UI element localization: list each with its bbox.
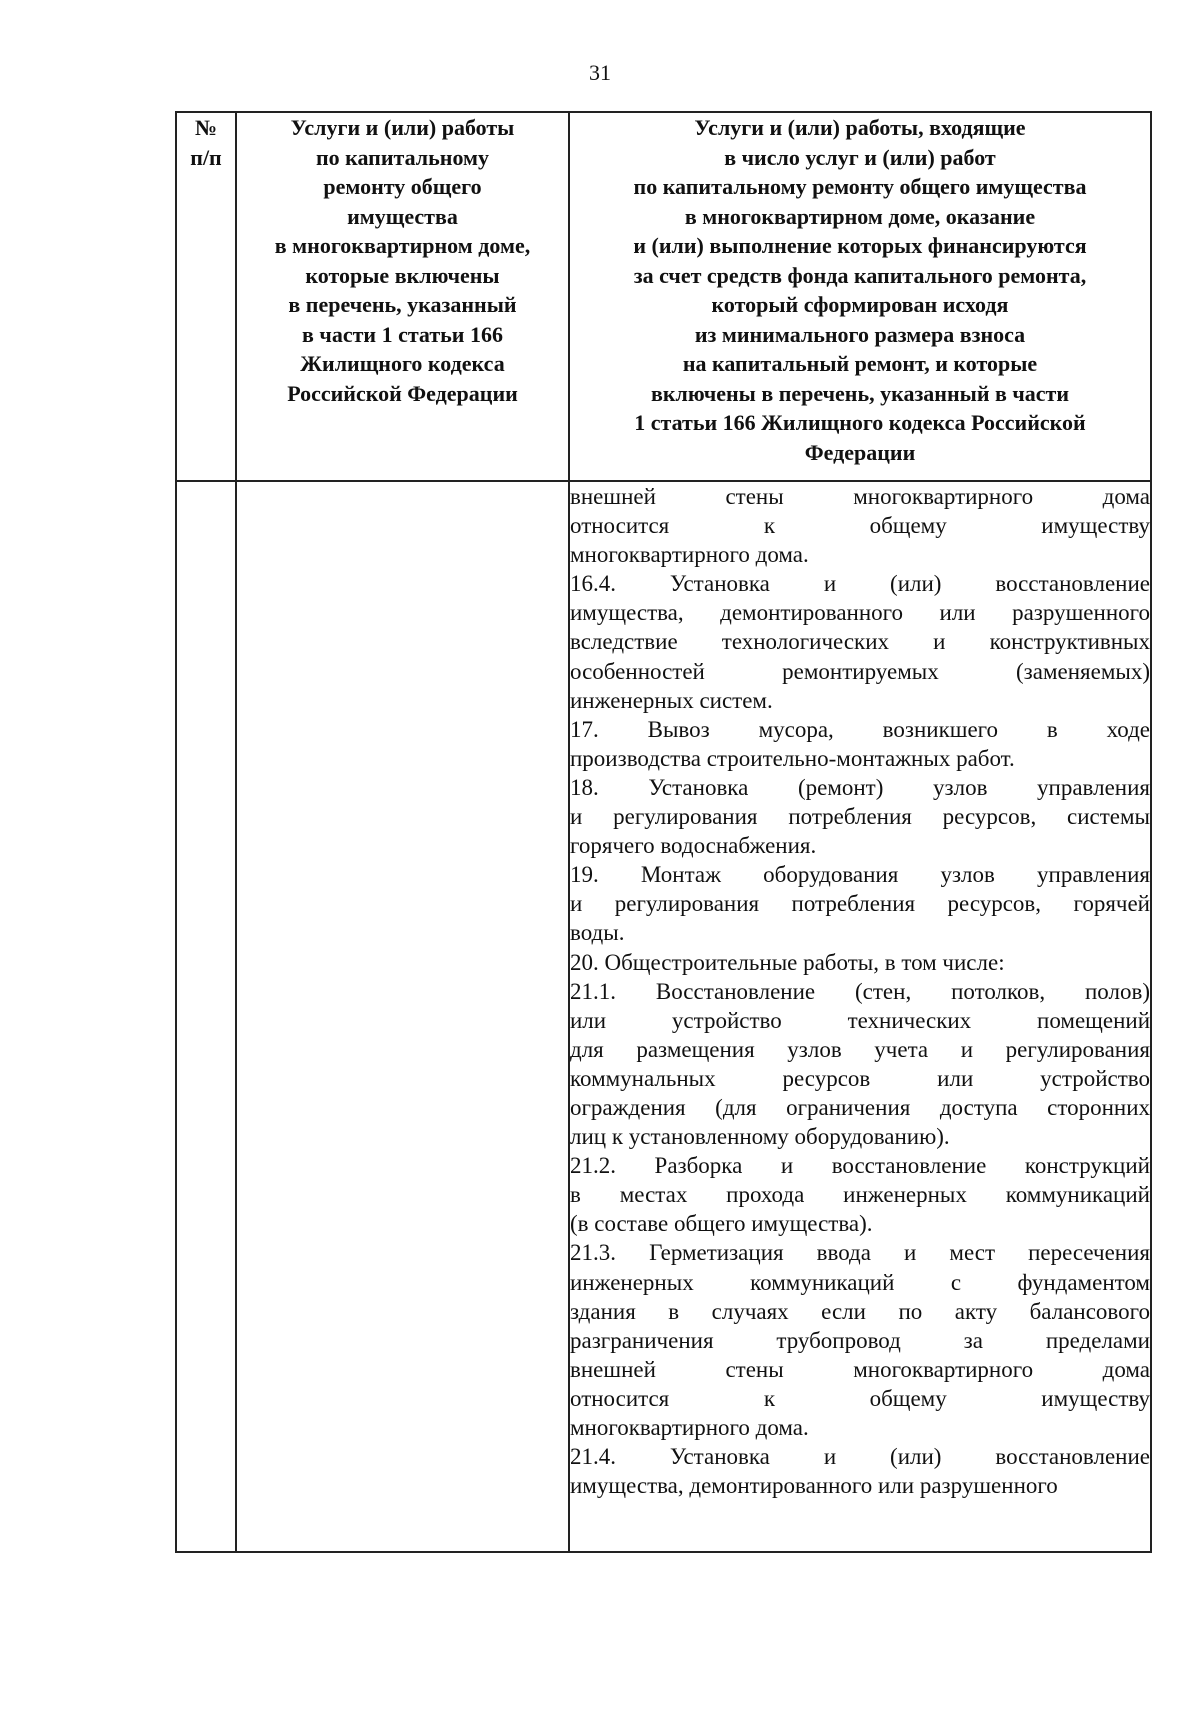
text-line: инженерных систем. [570,687,773,713]
paragraph [570,715,1150,773]
text-line: за счет средств фонда капитального ремонта, [633,262,1087,288]
header-line: № [194,115,218,140]
services-table [175,111,1152,1553]
text-line: коммунальных ресурсов или устройство [570,1065,1150,1091]
paragraph [570,773,1150,860]
text-line: на капитальный ремонт, и которые [682,351,1038,376]
text-line: включены в перечень, указанный в части [650,380,1070,406]
text-line: воды. [570,920,625,946]
cell-number [176,481,236,1552]
text-line: Федерации [804,439,916,465]
text-line: особенностей ремонтируемых (заменяемых) [570,658,1150,684]
text-line: в многоквартирном доме, оказание [684,203,1036,229]
text-line: (в составе общего имущества). [570,1211,873,1237]
text-line: который сформирован исходя [711,292,1009,317]
paragraph [570,1151,1150,1238]
text-line: Услуги и (или) работы, входящие [694,115,1026,140]
header-services-funded [569,112,1151,481]
text-line: лиц к установленному оборудованию). [570,1124,950,1150]
text-line: 21.2. Разборка и восстановление конструкций [570,1153,1150,1179]
text-line: вследствие технологических и конструктивных [570,629,1150,655]
text-line: имущества, демонтированного или разрушенного [570,600,1150,626]
header-line: п/п [190,144,222,170]
text-line: имущества [347,203,458,229]
paragraph [570,860,1150,947]
table-row [176,481,1151,1552]
text-line: или устройство технических помещений [570,1007,1150,1033]
text-line: разграничения трубопровод за пределами [570,1327,1150,1353]
paragraph [570,948,1150,977]
text-line: 21.1. Восстановление (стен, потолков, полов) [570,978,1150,1004]
text-line: относится к общему имуществу [570,1385,1150,1411]
paragraph [570,1238,1150,1442]
text-line: 16.4. Установка и (или) восстановление [570,571,1150,597]
text-line: из минимального размера взноса [694,321,1026,347]
text-line: в число услуг и (или) работ [724,144,996,170]
text-line: многоквартирного дома. [570,1415,809,1440]
text-line: производства строительно-монтажных работ. [570,745,1015,771]
text-line: Услуги и (или) работы [290,115,515,140]
text-line: и (или) выполнение которых финансируются [633,233,1087,258]
text-line: ограждения (для ограничения доступа сторонних [570,1094,1150,1120]
cell-services-funded [569,481,1151,1552]
text-line: ремонту общего [323,174,482,199]
page-number: 31 [589,60,611,85]
text-line: в местах прохода инженерных коммуникаций [570,1182,1150,1208]
text-line: в многоквартирном доме, [274,233,531,258]
text-line: инженерных коммуникаций с фундаментом [570,1269,1150,1295]
text-line: многоквартирного дома. [570,542,809,568]
text-line: 20. Общестроительные работы, в том числе: [570,949,1005,975]
table-header-row [176,112,1151,481]
text-line: 18. Установка (ремонт) узлов управления [570,774,1150,800]
text-line: 19. Монтаж оборудования узлов управления [570,862,1150,888]
text-line: здания в случаях если по акту балансового [570,1298,1150,1324]
text-line: 21.4. Установка и (или) восстановление [570,1444,1150,1470]
text-line: по капитальному ремонту общего имущества [633,174,1087,199]
text-line: которые включены [305,262,500,288]
cell-services [236,481,569,1552]
text-line: 17. Вывоз мусора, возникшего в ходе [570,716,1150,742]
header-number [176,112,236,481]
text-line: внешней стены многоквартирного дома [570,484,1150,509]
text-line: внешней стены многоквартирного дома [570,1356,1150,1382]
header-services-list [236,112,569,481]
text-line: в части 1 статьи 166 [302,321,503,347]
text-line: по капитальному [315,144,490,170]
text-line: относится к общему имуществу [570,513,1150,539]
text-line: 1 статьи 166 Жилищного кодекса Российской [634,410,1086,435]
text-line: для размещения узлов учета и регулирования [570,1036,1150,1062]
text-line: 21.3. Герметизация ввода и мест пересечения [570,1240,1150,1266]
paragraph [570,569,1150,714]
paragraph [570,482,1150,569]
paragraph [570,1442,1150,1500]
text-line: в перечень, указанный [288,292,517,317]
text-line: горячего водоснабжения. [570,833,817,859]
text-line: и регулирования потребления ресурсов, системы [570,804,1150,830]
paragraph [570,977,1150,1152]
text-line: Жилищного кодекса [300,351,505,376]
text-line: и регулирования потребления ресурсов, горячей [570,891,1150,917]
text-line: Российской Федерации [287,380,518,406]
text-line: имущества, демонтированного или разрушенного [570,1473,1058,1499]
